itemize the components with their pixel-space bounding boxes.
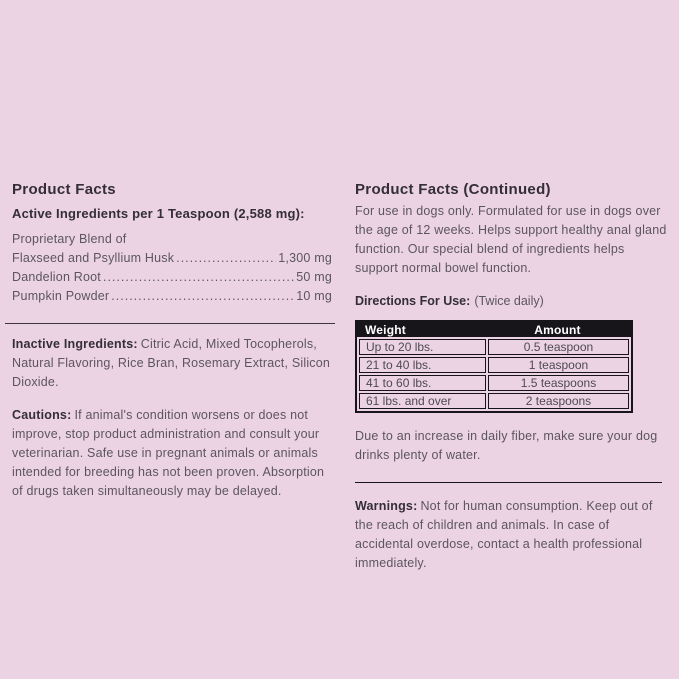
dosage-table <box>355 320 633 413</box>
blend-intro-line <box>12 230 332 249</box>
cautions-text: If animal's condition worsens or does not improve, stop product administration and consult your veterinarian. Safe use in pregnant animals or animals intended for breeding has not been proven. Absorption of drugs taken simultaneously may be delayed. <box>12 408 325 498</box>
dot-leader <box>111 287 294 306</box>
dosage-table-body <box>357 337 631 411</box>
warnings-label: Warnings: <box>355 499 418 513</box>
ingredient-name: Flaxseed and Psyllium Husk <box>12 251 175 265</box>
weight-cell: 41 to 60 lbs. <box>359 375 486 391</box>
dosage-row <box>359 357 629 373</box>
amount-cell: 0.5 teaspoon <box>488 339 629 355</box>
active-ingredients-heading: Active Ingredients per 1 Teaspoon (2,588 mg): <box>12 206 305 221</box>
amount-cell: 1.5 teaspoons <box>488 375 629 391</box>
inactive-ingredients-text: Citric Acid, Mixed Tocopherols, Natural Flavoring, Rice Bran, Rosemary Extract, Silicon Dioxide. <box>12 337 331 389</box>
dot-leader <box>176 249 276 268</box>
amount-cell: 1 teaspoon <box>488 357 629 373</box>
amount-cell: 2 teaspoons <box>488 393 629 409</box>
weight-cell: Up to 20 lbs. <box>359 339 486 355</box>
ingredient-name: Dandelion Root <box>12 270 101 284</box>
active-ingredients-list <box>12 230 332 306</box>
warnings-paragraph <box>355 497 667 573</box>
dosage-row <box>359 375 629 391</box>
dot-leader <box>103 268 294 287</box>
inactive-ingredients-label: Inactive Ingredients: <box>12 337 138 351</box>
amount-column-header: Amount <box>534 322 581 337</box>
ingredient-row <box>12 249 332 268</box>
blend-intro-text: Proprietary Blend of <box>12 232 127 246</box>
fiber-note: Due to an increase in daily fiber, make sure your dog drinks plenty of water. <box>355 429 658 462</box>
dosage-table-header <box>357 322 631 337</box>
product-facts-column <box>12 181 332 501</box>
weight-cell: 21 to 40 lbs. <box>359 357 486 373</box>
section-divider <box>5 323 335 324</box>
ingredient-amount: 10 mg <box>296 289 332 303</box>
dosage-row <box>359 339 629 355</box>
cautions-paragraph <box>12 406 332 501</box>
ingredient-row <box>12 287 332 306</box>
weight-cell: 61 lbs. and over <box>359 393 486 409</box>
ingredient-name: Pumpkin Powder <box>12 289 110 303</box>
weight-column-header: Weight <box>365 322 406 337</box>
ingredient-amount: 50 mg <box>296 270 332 284</box>
product-facts-continued-column <box>355 181 667 573</box>
directions-line <box>355 292 667 311</box>
inactive-ingredients-paragraph <box>12 335 332 392</box>
ingredient-row <box>12 268 332 287</box>
product-facts-title: Product Facts <box>12 181 116 198</box>
warnings-text: Not for human consumption. Keep out of the reach of children and animals. In case of accidental overdose, contact a health professional immediately. <box>355 499 653 570</box>
product-facts-continued-title: Product Facts (Continued) <box>355 181 551 198</box>
cautions-label: Cautions: <box>12 408 72 422</box>
directions-label: Directions For Use: <box>355 294 471 308</box>
directions-frequency: (Twice daily) <box>474 294 544 308</box>
usage-description: For use in dogs only. Formulated for use in dogs over the age of 12 weeks. Helps support healthy anal gland function. Our special blend of ingredients helps support normal bowel function. <box>355 204 667 275</box>
ingredient-amount: 1,300 mg <box>278 251 332 265</box>
warnings-divider <box>355 482 662 483</box>
dosage-row <box>359 393 629 409</box>
